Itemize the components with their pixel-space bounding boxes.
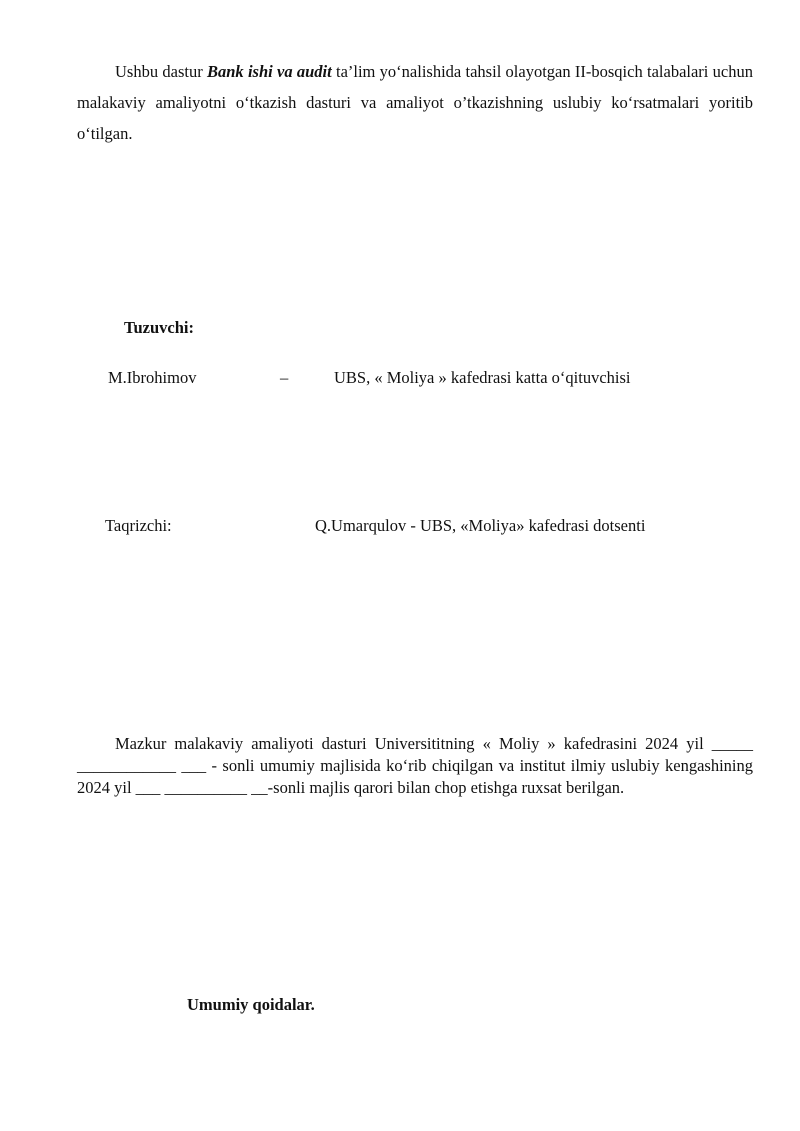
approval-paragraph: Mazkur malakaviy amaliyoti dasturi Universititning « Moliy » kafedrasini 2024 yil _____ ____________ ___ - sonli umumiy majlisida ko‘rib chiqilgan va institut ilmiy uslubiy kengashining 2024 yil ___ __________ __-sonli majlis qarori bilan chop etishga ruxsat berilgan. (77, 734, 753, 797)
program-name: Bank ishi va audit (206, 62, 332, 81)
section-heading: Umumiy qoidalar. (187, 995, 315, 1014)
compiler-name: M.Ibrohimov (108, 368, 197, 387)
compiler-dash: – (280, 368, 289, 387)
intro-text-after: ta’lim yo‘nalishida tahsil olayotgan II-bosqich talabalari uchun malakaviy amaliyotni o‘tkazish dasturi va amaliyot o’tkazishning uslubiy ko‘rsatmalari yoritib o‘tilgan. (77, 62, 753, 143)
compiler-label: Tuzuvchi: (124, 318, 194, 337)
intro-text-before: Ushbu dastur (115, 62, 207, 81)
compiler-role: UBS, « Moliya » kafedrasi katta o‘qituvchisi (334, 368, 631, 387)
reviewer-info: Q.Umarqulov - UBS, «Moliya» kafedrasi dotsenti (315, 516, 646, 535)
reviewer-label: Taqrizchi: (105, 516, 172, 535)
intro-paragraph (77, 56, 753, 149)
